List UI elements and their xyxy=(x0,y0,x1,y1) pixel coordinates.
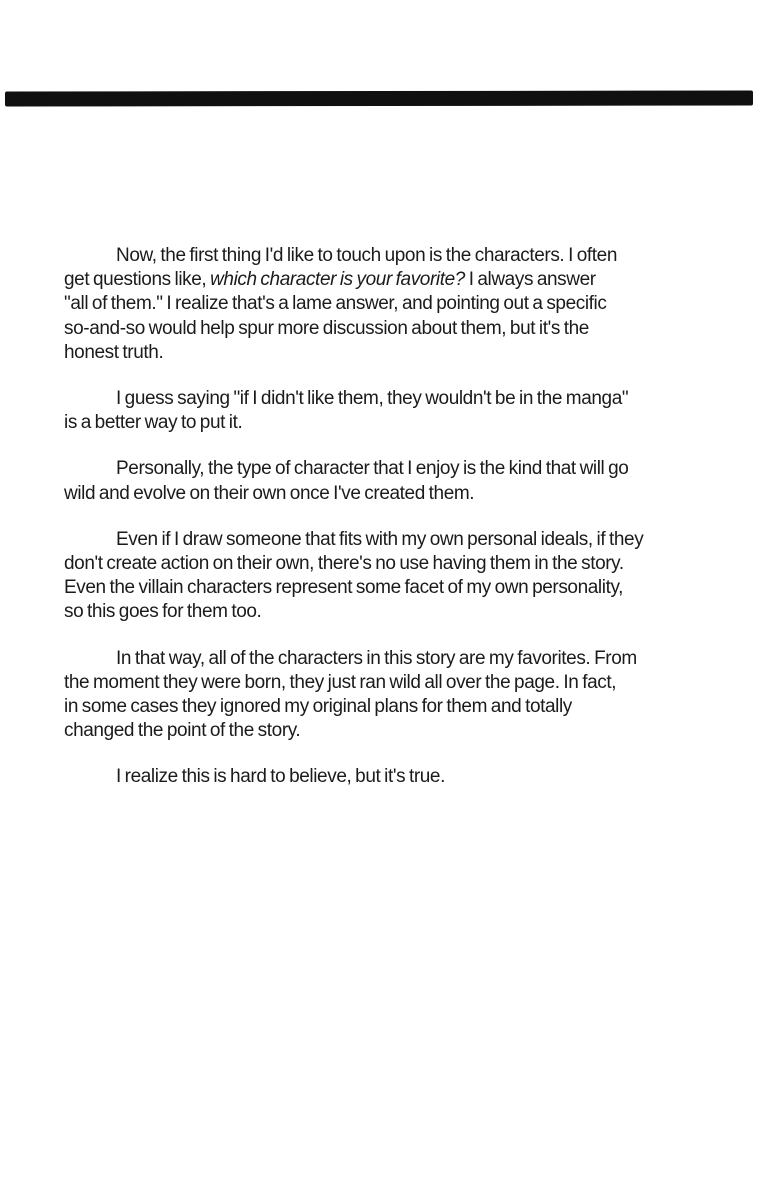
text-segment: Personally, the type of character that I enjoy is the kind that will go xyxy=(116,458,629,480)
paragraph xyxy=(64,647,732,744)
text-segment: don't create action on their own, there's no use having them in the story. xyxy=(64,553,624,575)
paragraph xyxy=(64,528,732,625)
paragraph xyxy=(64,387,732,435)
text-line xyxy=(64,268,732,292)
text-segment: Even if I draw someone that fits with my own personal ideals, if they xyxy=(116,528,644,550)
text-line xyxy=(64,528,732,552)
text-line xyxy=(64,719,732,743)
italic-phrase: which character is your favorite? xyxy=(210,269,465,291)
text-line xyxy=(64,695,732,719)
text-segment: is a better way to put it. xyxy=(64,412,243,434)
text-segment: I realize this is hard to believe, but it's true. xyxy=(116,766,445,788)
paragraph xyxy=(64,765,732,789)
text-line xyxy=(64,292,732,316)
text-line xyxy=(64,647,732,671)
text-line xyxy=(64,411,732,435)
text-line xyxy=(64,765,732,789)
text-segment: I guess saying "if I didn't like them, they wouldn't be in the manga" xyxy=(116,388,629,410)
text-line xyxy=(64,457,732,481)
text-line xyxy=(64,244,732,268)
text-line xyxy=(64,482,732,506)
text-segment: so this goes for them too. xyxy=(64,601,262,623)
text-segment: I always answer xyxy=(464,269,596,291)
text-segment: Now, the first thing I'd like to touch upon is the characters. I often xyxy=(116,245,618,266)
text-segment: in some cases they ignored my original plans for them and totally xyxy=(64,696,572,718)
text-line xyxy=(64,671,732,695)
paragraph xyxy=(64,244,732,365)
divider-bar xyxy=(5,90,753,106)
text-segment: "all of them." I realize that's a lame answer, and pointing out a specific xyxy=(64,293,607,315)
text-segment: get questions like, xyxy=(64,269,211,291)
text-line xyxy=(64,387,732,411)
text-segment: changed the point of the story. xyxy=(64,720,301,742)
text-line xyxy=(64,341,732,365)
text-segment: honest truth. xyxy=(64,341,164,363)
text-segment: Even the villain characters represent some facet of my own personality, xyxy=(64,577,624,599)
text-line xyxy=(64,600,732,624)
text-segment: In that way, all of the characters in this story are my favorites. From xyxy=(116,647,637,669)
text-line xyxy=(64,317,732,341)
text-segment: the moment they were born, they just ran wild all over the page. In fact, xyxy=(64,671,617,693)
text-line xyxy=(64,576,732,600)
paragraph xyxy=(64,457,732,505)
text-segment: so-and-so would help spur more discussion about them, but it's the xyxy=(64,317,589,339)
text-segment: wild and evolve on their own once I've created them. xyxy=(64,482,475,504)
text-line xyxy=(64,552,732,576)
afterword-text xyxy=(64,244,732,790)
